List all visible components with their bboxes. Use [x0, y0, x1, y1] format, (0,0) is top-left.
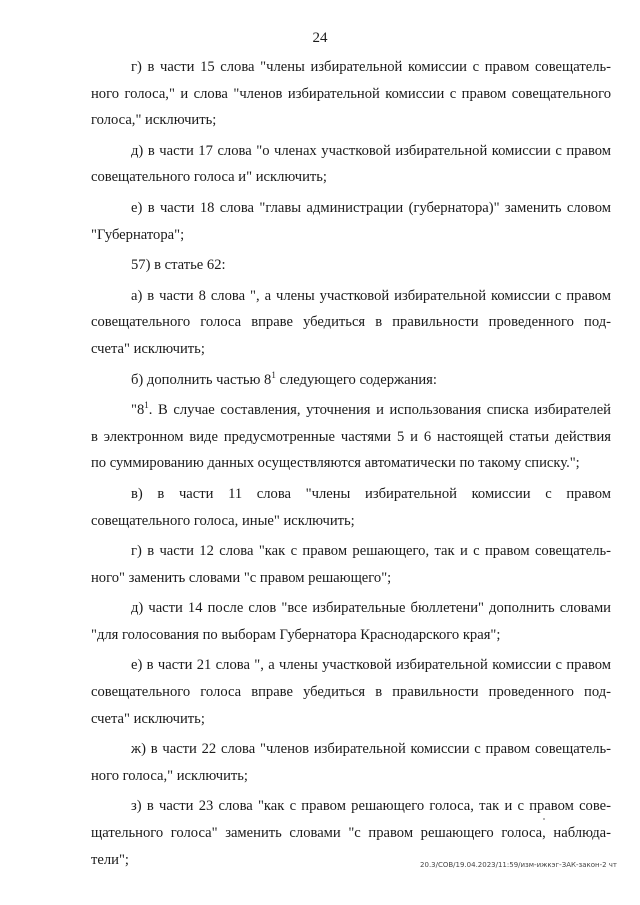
document-body	[91, 54, 611, 873]
paragraph-line: счета" исключить;	[91, 340, 205, 357]
paragraph-line: голоса," исключить;	[91, 112, 217, 129]
paragraph-line: в) в части 11 слова "члены избирательной комиссии с правом	[131, 485, 611, 502]
paragraph-line: счета" исключить;	[91, 710, 205, 727]
paragraph-line: з) в части 23 слова "как с правом решающего голоса, так и с правом сове-	[131, 798, 611, 815]
paragraph-line: д) в части 17 слова "о членах участковой избирательной комиссии с правом	[131, 142, 611, 159]
paragraph-line: "Губернатора";	[91, 226, 185, 243]
paragraph-line: в электронном виде предусмотренные частями 5 и 6 настоящей статьи действия	[91, 428, 611, 445]
paragraph-line: г) в части 12 слова "как с правом решающего, так и с правом совещатель-	[131, 543, 611, 560]
document-footer-code: 20.3/СОВ/19.04.2023/11:59/изм-ижкэг-ЗАК-закон-2 чт	[420, 861, 617, 869]
paragraph-line: ного" заменить словами "с правом решающего";	[91, 569, 392, 586]
paragraph-line: тели";	[91, 851, 129, 868]
text-fragment: "8	[131, 402, 145, 419]
scan-speck	[543, 818, 545, 820]
text-fragment: следующего содержания:	[279, 371, 437, 388]
paragraph-line: ж) в части 22 слова "членов избирательной комиссии с правом совещатель-	[131, 741, 611, 758]
paragraph-line	[91, 367, 611, 394]
paragraph-line: совещательного голоса, иные" исключить;	[91, 512, 355, 529]
text-fragment: . В случае составления, уточнения и использования списка избирателей	[148, 402, 611, 419]
paragraph-line: а) в части 8 слова ", а члены участковой избирательной комиссии с правом	[131, 287, 611, 304]
superscript: 1	[271, 369, 276, 380]
paragraph-line: г) в части 15 слова "члены избирательной комиссии с правом совещатель-	[131, 59, 611, 75]
paragraph-line: "для голосования по выборам Губернатора Краснодарского края";	[91, 626, 501, 643]
superscript: 1	[144, 400, 149, 411]
page-number: 24	[312, 30, 328, 46]
paragraph-line: ного голоса," и слова "членов избирательной комиссии с правом совещательного	[91, 85, 611, 102]
paragraph-line: е) в части 18 слова "главы администрации (губернатора)" заменить словом	[131, 199, 611, 216]
text-fragment: б) дополнить частью 8	[131, 371, 272, 388]
paragraph-line: щательного голоса" заменить словами "с правом решающего голоса, наблюда-	[91, 825, 611, 842]
paragraph-line: ного голоса," исключить;	[91, 767, 248, 784]
paragraph-line: 57) в статье 62:	[131, 257, 226, 274]
paragraph-line: совещательного голоса вправе убедиться в правильности проведенного под-	[91, 684, 611, 701]
paragraph-line: совещательного голоса вправе убедиться в правильности проведенного под-	[91, 314, 611, 331]
paragraph-line: е) в части 21 слова ", а члены участковой избирательной комиссии с правом	[131, 657, 611, 674]
paragraph-line: д) части 14 после слов "все избирательные бюллетени" дополнить словами	[131, 600, 611, 617]
paragraph-line: совещательного голоса и" исключить;	[91, 169, 327, 186]
paragraph-line: по суммированию данных осуществляются автоматически по такому списку.";	[91, 455, 580, 472]
paragraph-line	[91, 397, 611, 424]
